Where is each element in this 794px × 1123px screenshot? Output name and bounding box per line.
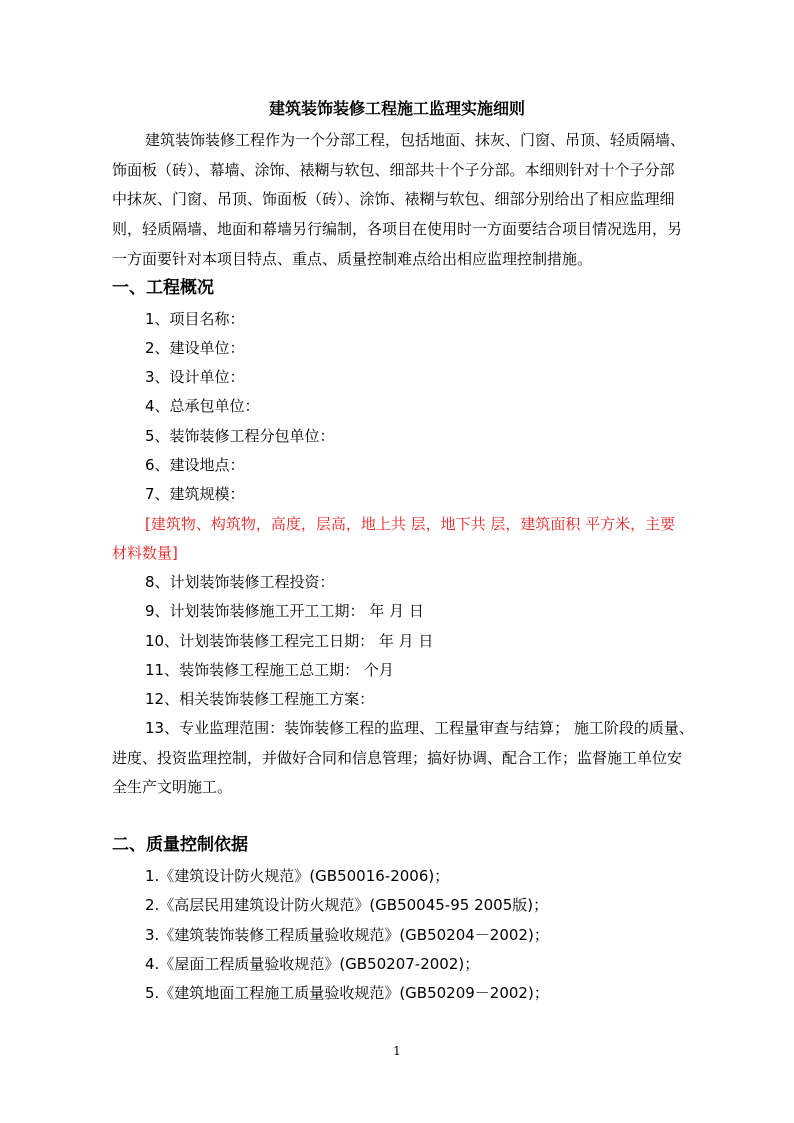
intro-line-1: 建筑装饰装修工程作为一个分部工程，包括地面、抹灰、门窗、吊顶、轻质隔墙、 <box>145 131 686 149</box>
list-item: 4.《屋面工程质量验收规范》(GB50207-2002)； <box>145 955 480 973</box>
intro-line-4: 则，轻质隔墙、地面和幕墙另行编制，各项目在使用时一方面要结合项目情况选用，另 <box>112 220 683 238</box>
list-item: 8、计划装饰装修工程投资： <box>145 573 335 591</box>
list-item: 10、计划装饰装修工程完工日期： 年 月 日 <box>145 632 434 650</box>
list-item: 1.《建筑设计防火规范》(GB50016-2006)； <box>145 867 450 885</box>
list-item: 11、装饰装修工程施工总工期： 个月 <box>145 661 394 679</box>
list-item: 5.《建筑地面工程施工质量验收规范》(GB50209－2002)； <box>145 984 549 1002</box>
intro-line-5: 一方面要针对本项目特点、重点、质量控制难点给出相应监理控制措施。 <box>112 250 593 268</box>
section-1-heading: 一、工程概况 <box>112 278 214 298</box>
list-item: 12、相关装饰装修工程施工方案： <box>145 690 375 708</box>
scale-note-line-2: 材料数量] <box>112 544 178 562</box>
scale-note-line-1: [建筑物、构筑物，高度，层高，地上共 层，地下共 层，建筑面积 平方米，主要 <box>145 515 676 533</box>
list-item: 6、建设地点： <box>145 456 245 474</box>
list-item: 9、计划装饰装修施工开工工期： 年 月 日 <box>145 602 424 620</box>
list-item: 3、设计单位： <box>145 368 245 386</box>
list-item: 2.《高层民用建筑设计防火规范》(GB50045-95 2005版)； <box>145 896 549 914</box>
document-title: 建筑装饰装修工程施工监理实施细则 <box>268 99 525 118</box>
list-item: 4、总承包单位： <box>145 397 260 415</box>
intro-line-3: 中抹灰、门窗、吊顶、饰面板（砖）、涂饰、裱糊与软包、细部分别给出了相应监理细 <box>112 190 675 208</box>
page-number: 1 <box>393 1044 401 1058</box>
list-item: 1、项目名称： <box>145 310 245 328</box>
item-13-line-3: 全生产文明施工。 <box>112 778 233 796</box>
item-13-line-1: 13、专业监理范围：装饰装修工程的监理、工程量审查与结算； 施工阶段的质量、 <box>145 719 694 737</box>
section-2-heading: 二、质量控制依据 <box>112 835 248 855</box>
list-item: 3.《建筑装饰装修工程质量验收规范》(GB50204－2002)； <box>145 926 549 944</box>
list-item: 7、建筑规模： <box>145 485 245 503</box>
list-item: 5、装饰装修工程分包单位： <box>145 427 335 445</box>
item-13-line-2: 进度、投资监理控制，并做好合同和信息管理；搞好协调、配合工作；监督施工单位安 <box>112 749 683 767</box>
intro-line-2: 饰面板（砖）、幕墙、涂饰、裱糊与软包、细部共十个子分部。本细则针对十个子分部 <box>112 161 675 179</box>
list-item: 2、建设单位： <box>145 339 245 357</box>
